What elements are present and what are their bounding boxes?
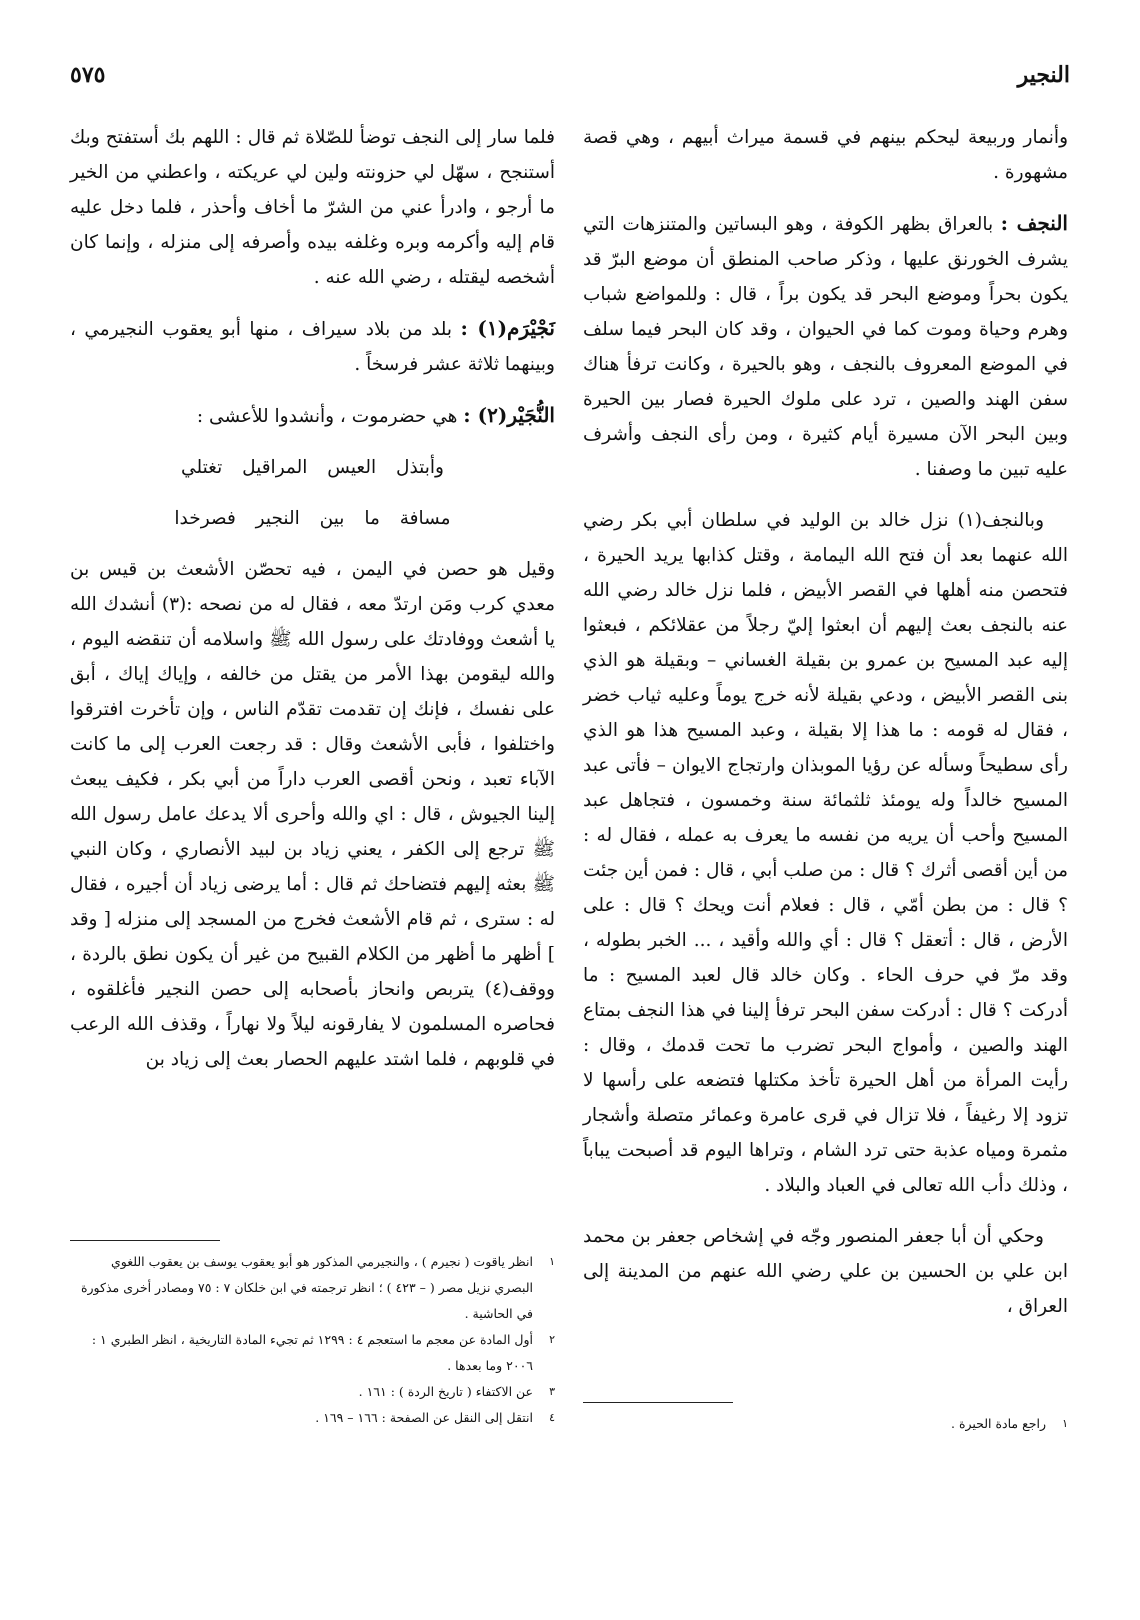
footnote-number: ٢ xyxy=(549,1333,555,1346)
entry-headword: النُّجَيْر(٢) : xyxy=(463,403,555,427)
footnotes-left xyxy=(70,1240,555,1431)
entry-najiram xyxy=(70,311,555,382)
footnote-number: ١ xyxy=(1062,1417,1068,1430)
paragraph: وأنمار وربيعة ليحكم بينهم في قسمة ميراث أبيهم ، وهي قصة مشهورة . xyxy=(583,127,1068,183)
footnote xyxy=(70,1249,555,1327)
entry-nujayr xyxy=(70,398,555,434)
entry-headword: النجف : xyxy=(1000,211,1068,235)
footnote xyxy=(583,1411,1068,1437)
footnote-number: ١ xyxy=(549,1255,555,1268)
running-title: النجير xyxy=(1017,62,1070,88)
entry-text: بلد من بلاد سيراف ، منها أبو يعقوب النجيرمي ، وبينهما ثلاثة عشر فرسخاً . xyxy=(70,319,555,375)
entry-najaf xyxy=(583,206,1068,487)
footnote-text: عن الاكتفاء ( تاريخ الردة ) : ١٦١ . xyxy=(358,1384,533,1399)
left-column xyxy=(70,120,555,1093)
poem-verse-1: وأبتذل العيس المراقيل تغتلي xyxy=(181,457,444,478)
poem-verse-2: مسافة ما بين النجير فصرخدا xyxy=(174,508,451,529)
footnote-rule xyxy=(583,1402,733,1403)
footnote xyxy=(70,1327,555,1379)
footnotes-right xyxy=(583,1402,1068,1437)
footnote-text: أول المادة عن معجم ما استعجم ٤ : ١٢٩٩ ثم تجيء المادة التاريخية ، انظر الطبري ١ : ٢٠٠٦ وما بعدها . xyxy=(91,1332,533,1373)
paragraph: فلما سار إلى النجف توضأ للصّلاة ثم قال : اللهم بك أستفتح وبك أستنجح ، سهّل لي حزونته ولين لي عريكته ، واعطني من الخير ما أرجو ، وادرأ عني من الشرّ ما أخاف وأحذر ، فلما دخل عليه قام إليه وأكرمه وبره وغلفه بيده وأصرفه إلى منزله ، وإنما كان أشخصه ليقتله ، رضي الله عنه . xyxy=(70,127,555,288)
entry-text: هي حضرموت ، وأنشدوا للأعشى : xyxy=(196,406,458,427)
paragraph: وقيل هو حصن في اليمن ، فيه تحصّن الأشعث بن قيس بن معدي كرب ومَن ارتدّ معه ، فقال له من نصحه :(٣) أنشدك الله يا أشعث ووفادتك على رسول الله ﷺ واسلامه أن تنقضه اليوم ، والله ليقومن بهذا الأمر من يقتل من خالفه ، وإياك إياك ، أبق على نفسك ، فإنك إن تقدمت تقدّم الناس ، وإن تأخرت افترقوا واختلفوا ، فأبى الأشعث وقال : قد رجعت العرب إلى ما كانت الآباء تعبد ، ونحن أقصى العرب داراً من أبي بكر ، فكيف يبعث إلينا الجيوش ، قال : اي والله وأحرى ألا يدعك عامل رسول الله ﷺ ترجع إلى الكفر ، يعني زياد بن لبيد الأنصاري ، وكان النبي ﷺ بعثه إليهم فتضاحك ثم قال : أما يرضى زياد أن أجيره ، فقال له : سترى ، ثم قام الأشعث فخرج من المسجد إلى منزله [ وقد ] أظهر ما أظهر من الكلام القبيح من غير أن يكون نطق بالردة ، ووقف(٤) يتربص وانحاز بأصحابه إلى حصن النجير فأغلقوه ، فحاصره المسلمون لا يفارقونه ليلاً ولا نهاراً ، وقذف الله الرعب في قلوبهم ، فلما اشتد عليهم الحصار بعث إلى زياد بن xyxy=(70,559,555,1070)
footnote xyxy=(70,1379,555,1405)
paragraph: وبالنجف(١) نزل خالد بن الوليد في سلطان أبي بكر رضي الله عنهما بعد أن فتح الله اليمامة ، وقتل كذابها يريد الحيرة ، فتحصن منه أهلها في القصر الأبيض ، فلما نزل خالد رضي الله عنه بالنجف بعث إليهم أن ابعثوا إليّ رجلاً من عقلائكم ، فبعثوا إليه عبد المسيح بن عمرو بن بقيلة الغساني – وبقيلة هو الذي بنى القصر الأبيض ، ودعي بقيلة لأنه خرج يوماً وعليه ثياب خضر ، فقال له قومه : ما هذا إلا بقيلة ، وعبد المسيح هذا هو الذي رأى سطيحاً وسأله عن رؤيا الموبذان وارتجاج الايوان – فأتى عبد المسيح خالداً وله يومئذ ثلثمائة سنة وخمسون ، فتجاهل عبد المسيح وأحب أن يريه من نفسه ما يعرف به عمله ، فقال له : من أين أقصى أثرك ؟ قال : من صلب أبي ، قال : فمن أين جئت ؟ قال : من بطن أمّي ، قال : فعلام أنت ويحك ؟ قال : على الأرض ، قال : أتعقل ؟ قال : أي والله وأقيد ، ... الخبر بطوله ، وقد مرّ في حرف الحاء . وكان خالد قال لعبد المسيح : ما أدركت ؟ قال : أدركت سفن البحر ترفأ إلينا في هذا النجف بمتاع الهند والصين ، وأمواج البحر تضرب ما تحت قدمك ، وقال : رأيت المرأة من أهل الحيرة تأخذ مكتلها فتضعه على رأسها لا تزود إلا رغيفاً ، فلا تزال في قرى عامرة وعمائر متصلة وأشجار مثمرة ومياه عذبة حتى ترد الشام ، وتراها اليوم قد أصبحت يباباً ، وذلك دأب الله تعالى في العباد والبلاد . xyxy=(583,510,1068,1196)
footnote-number: ٣ xyxy=(549,1385,555,1398)
footnote xyxy=(70,1405,555,1431)
footnote-text: انتقل إلى النقل عن الصفحة : ١٦٦ – ١٦٩ . xyxy=(315,1410,533,1425)
paragraph: وحكي أن أبا جعفر المنصور وجّه في إشخاص جعفر بن محمد ابن علي بن الحسين بن علي رضي الله عنهم من المدينة إلى العراق ، xyxy=(583,1226,1068,1317)
footnote-text: راجع مادة الحيرة . xyxy=(951,1416,1046,1431)
page-number: ٥٧٥ xyxy=(70,62,106,88)
footnote-number: ٤ xyxy=(549,1411,555,1424)
footnote-rule xyxy=(70,1240,220,1241)
entry-text: بالعراق بظهر الكوفة ، وهو البساتين والمتنزهات التي يشرف الخورنق عليها ، وذكر صاحب المنطق أن موضع البرّ قد يكون بحراً وموضع البحر قد يكون براً ، قال : وللمواضع شباب وهرم وحياة وموت كما في الحيوان ، وقد كان البحر فيما سلف في الموضع المعروف بالنجف ، وهو بالحيرة ، وكانت ترفأ هناك سفن الهند والصين ، ترد على ملوك الحيرة فصار بين الحيرة وبين البحر الآن مسيرة أيام كثيرة ، ومن رأى النجف وأشرف عليه تبين ما وصفنا . xyxy=(583,214,1068,480)
footnote-text: انظر ياقوت ( نجيرم ) ، والنجيرمي المذكور هو أبو يعقوب يوسف بن يعقوب اللغوي البصري نزيل مصر ( – ٤٢٣ ) ؛ انظر ترجمته في ابن خلكان ٧ : ٧٥ ومصادر أخرى مذكورة في الحاشية . xyxy=(80,1254,533,1321)
entry-headword: نَجْيْرَم(١) : xyxy=(460,316,555,340)
right-column xyxy=(583,120,1068,1340)
page-header xyxy=(70,62,1070,102)
